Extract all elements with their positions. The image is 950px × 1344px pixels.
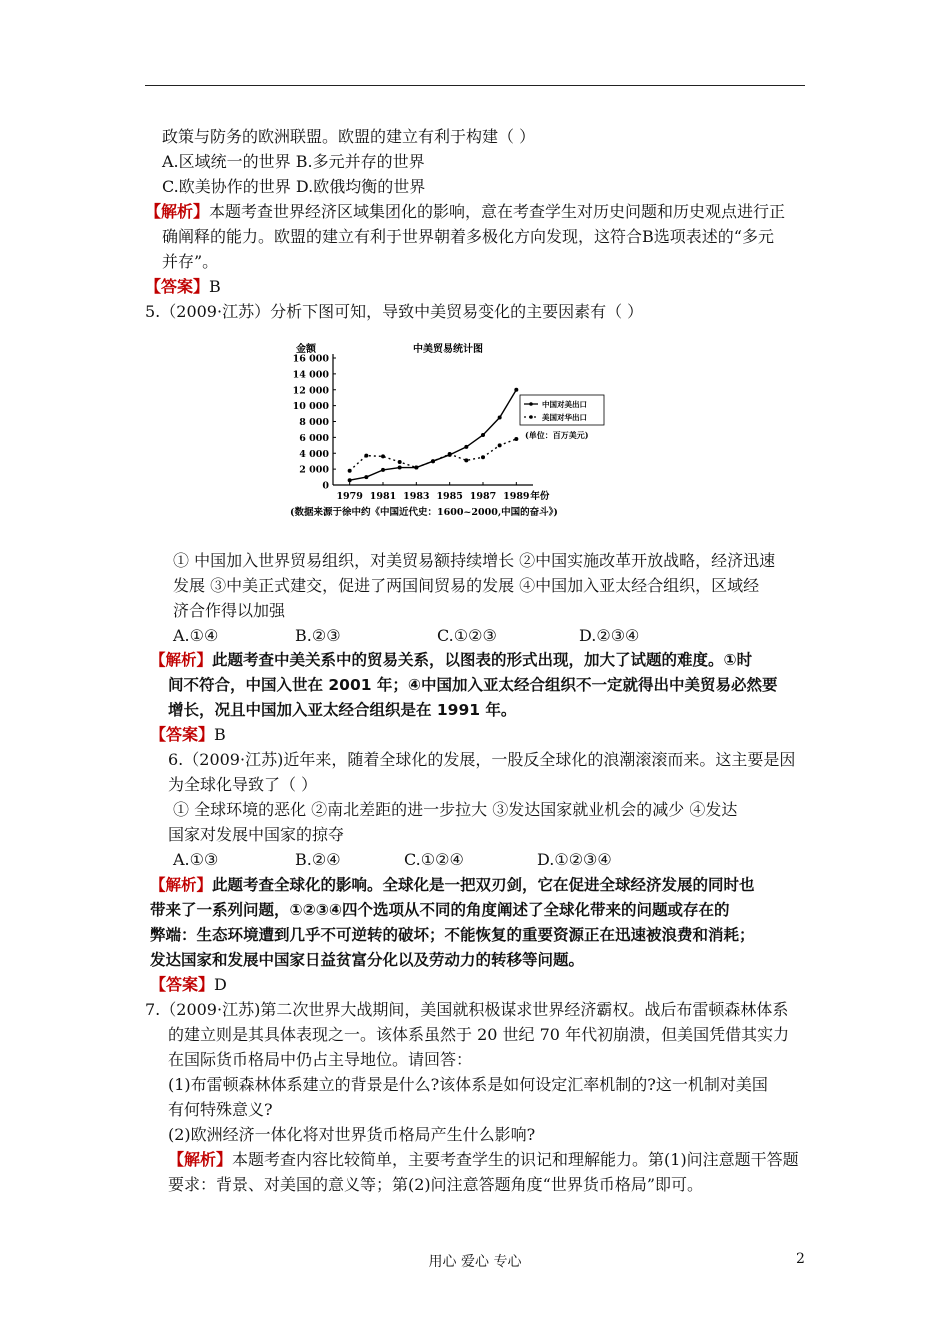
series-china-exports-point [498, 416, 502, 420]
q5-statement-line1: ① 中国加入世界贸易组织，对美贸易额持续增长 ②中国实施改革开放战略，经济迅速 [173, 551, 776, 570]
series-us-exports-point [364, 454, 368, 458]
chart-title: 中美贸易统计图 [413, 344, 483, 355]
q4-stem: 政策与防务的欧洲联盟。欧盟的建立有利于构建（ ） [162, 127, 536, 146]
q5-option-c: C.①②③ [437, 626, 497, 645]
q5-analysis-text: 此题考查中美关系中的贸易关系，以图表的形式出现，加大了试题的难度。①时 [212, 651, 753, 669]
q7-analysis [168, 1150, 799, 1170]
q5-option-d: D.②③④ [579, 626, 640, 645]
q4-analysis-line2: 确阐释的能力。欧盟的建立有利于世界朝着多极化方向发现，这符合B选项表述的“多元 [162, 227, 774, 246]
q4-analysis [145, 202, 785, 222]
series-us-exports-point [381, 454, 385, 458]
q6-answer-value: D [214, 975, 227, 994]
answer-tag: 【答案】 [145, 277, 210, 296]
series-china-exports-point [348, 478, 352, 482]
answer-tag: 【答案】 [150, 975, 215, 994]
analysis-tag: 【解析】 [150, 876, 213, 894]
q6-analysis-text: 此题考查全球化的影响。全球化是一把双刃剑，它在促进全球经济发展的同时也 [212, 876, 755, 894]
series-china-exports-point [514, 388, 518, 392]
q6-stem-line2: 为全球化导致了（ ） [168, 775, 318, 794]
q5-analysis-line3: 增长，况且中国加入亚太经合组织是在 1991 年。 [168, 701, 517, 719]
y-tick-label: 10 000 [292, 401, 329, 413]
legend-label: 美国对华出口 [542, 413, 587, 422]
series-china-exports-point [398, 466, 402, 470]
q4-options-ab: A.区域统一的世界 B.多元并存的世界 [162, 152, 425, 171]
q6-analysis-line3: 弊端：生态环境遭到几乎不可逆转的破坏；不能恢复的重要资源正在迅速被浪费和消耗； [150, 926, 755, 944]
q6-analysis [150, 875, 755, 895]
analysis-tag: 【解析】 [168, 1150, 233, 1169]
series-china-exports-point [481, 433, 485, 437]
footer-motto: 用心 爱心 专心 [428, 1254, 522, 1270]
q7-analysis-text: 本题考查内容比较简单，主要考查学生的识记和理解能力。第(1)问注意题干答题 [232, 1150, 799, 1169]
q7-stem: 7.（2009·江苏)第二次世界大战期间，美国就积极谋求世界经济霸权。战后布雷顿森林体系 [145, 1000, 789, 1019]
y-tick-label: 0 [322, 480, 329, 492]
q6-statement-line2: 国家对发展中国家的掠夺 [168, 825, 345, 844]
legend-marker [529, 415, 533, 419]
page-number: 2 [796, 1251, 805, 1267]
x-tick-label: 1981 [369, 491, 397, 502]
q6-analysis-line2: 带来了一系列问题，①②③④四个选项从不同的角度阐述了全球化带来的问题或存在的 [150, 901, 730, 919]
series-china-exports-line [350, 390, 517, 480]
q5-analysis [150, 650, 752, 670]
y-axis-label: 金额 [296, 344, 316, 355]
q4-answer [145, 277, 221, 297]
q7-stem-line3: 在国际货币格局中仍占主导地位。请回答： [168, 1050, 473, 1069]
q4-options-cd: C.欧美协作的世界 D.欧俄均衡的世界 [162, 177, 426, 196]
q5-statement-line2: 发展 ③中美正式建交，促进了两国间贸易的发展 ④中国加入亚太经合组织，区域经 [173, 576, 760, 595]
x-tick-label: 1979 [336, 491, 363, 502]
q6-statement-line1: ① 全球环境的恶化 ②南北差距的进一步拉大 ③发达国家就业机会的减少 ④发达 [173, 800, 738, 819]
q4-analysis-line3: 并存”。 [162, 252, 219, 271]
q4-analysis-text: 本题考查世界经济区域集团化的影响，意在考查学生对历史问题和历史观点进行正 [209, 202, 786, 221]
y-tick-label: 14 000 [292, 369, 329, 381]
q7-part1: (1)布雷顿森林体系建立的背景是什么?该体系是如何设定汇率机制的?这一机制对美国 [168, 1075, 768, 1094]
q5-option-b: B.②③ [295, 626, 341, 645]
x-tick-label: 1985 [436, 491, 463, 502]
series-us-exports-point [431, 459, 435, 463]
q7-analysis-line2: 要求：背景、对美国的意义等；第(2)问注意答题角度“世界货币格局”即可。 [168, 1175, 704, 1194]
header-rule [145, 85, 805, 86]
q4-answer-value: B [209, 277, 221, 296]
analysis-tag: 【解析】 [150, 651, 213, 669]
q5-statement-line3: 济合作得以加强 [173, 601, 286, 620]
series-us-exports-point [414, 466, 418, 470]
chart-unit: (单位：百万美元) [525, 430, 589, 440]
x-tick-label: 1987 [469, 491, 497, 502]
q5-option-a: A.①④ [173, 626, 219, 645]
series-us-exports-point [464, 458, 468, 462]
series-us-exports-point [448, 452, 452, 456]
q5-analysis-line2: 间不符合，中国入世在 2001 年；④中国加入亚太经合组织不一定就得出中美贸易必然要 [168, 676, 778, 694]
series-china-exports-point [381, 468, 385, 472]
q6-option-c: C.①②④ [404, 850, 464, 869]
q5-answer [150, 725, 226, 745]
x-tick-label: 1983 [403, 491, 430, 502]
y-tick-label: 16 000 [292, 353, 329, 365]
series-china-exports-point [464, 445, 468, 449]
q7-stem-line2: 的建立则是其具体表现之一。该体系虽然于 20 世纪 70 年代初崩溃，但美国凭借其实力 [168, 1025, 790, 1044]
x-axis-label: 年份 [530, 491, 550, 502]
x-tick-label: 1989 [503, 491, 530, 502]
series-us-exports-point [481, 455, 485, 459]
analysis-tag: 【解析】 [145, 202, 210, 221]
q6-option-b: B.②④ [295, 850, 341, 869]
q6-option-a: A.①③ [173, 850, 219, 869]
q6-analysis-line4: 发达国家和发展中国家日益贫富分化以及劳动力的转移等问题。 [150, 951, 585, 969]
y-tick-label: 12 000 [292, 385, 329, 397]
legend-label: 中国对美出口 [542, 400, 587, 409]
q5-answer-value: B [214, 725, 226, 744]
chart-source: (数据来源于徐中约《中国近代史：1600~2000,中国的奋斗》) [290, 507, 558, 518]
answer-tag: 【答案】 [150, 725, 215, 744]
q6-option-d: D.①②③④ [537, 850, 612, 869]
series-us-exports-point [398, 460, 402, 464]
y-tick-label: 4 000 [299, 448, 329, 460]
series-us-exports-line [350, 439, 517, 471]
series-us-exports-point [498, 443, 502, 447]
legend-marker [529, 402, 533, 406]
series-us-exports-point [514, 437, 518, 441]
series-us-exports-point [348, 469, 352, 473]
q6-answer [150, 975, 227, 995]
q7-part2: (2)欧洲经济一体化将对世界货币格局产生什么影响? [168, 1125, 536, 1144]
y-tick-label: 8 000 [299, 417, 329, 428]
series-china-exports-point [364, 475, 368, 479]
q5-stem: 5.（2009·江苏）分析下图可知，导致中美贸易变化的主要因素有（ ） [145, 302, 644, 321]
q6-stem: 6.（2009·江苏)近年来，随着全球化的发展，一股反全球化的浪潮滚滚而来。这主要是因 [168, 750, 796, 769]
y-tick-label: 2 000 [299, 464, 329, 476]
y-tick-label: 6 000 [299, 432, 329, 444]
q7-part1-line2: 有何特殊意义? [168, 1100, 273, 1119]
trade-chart [288, 340, 618, 522]
